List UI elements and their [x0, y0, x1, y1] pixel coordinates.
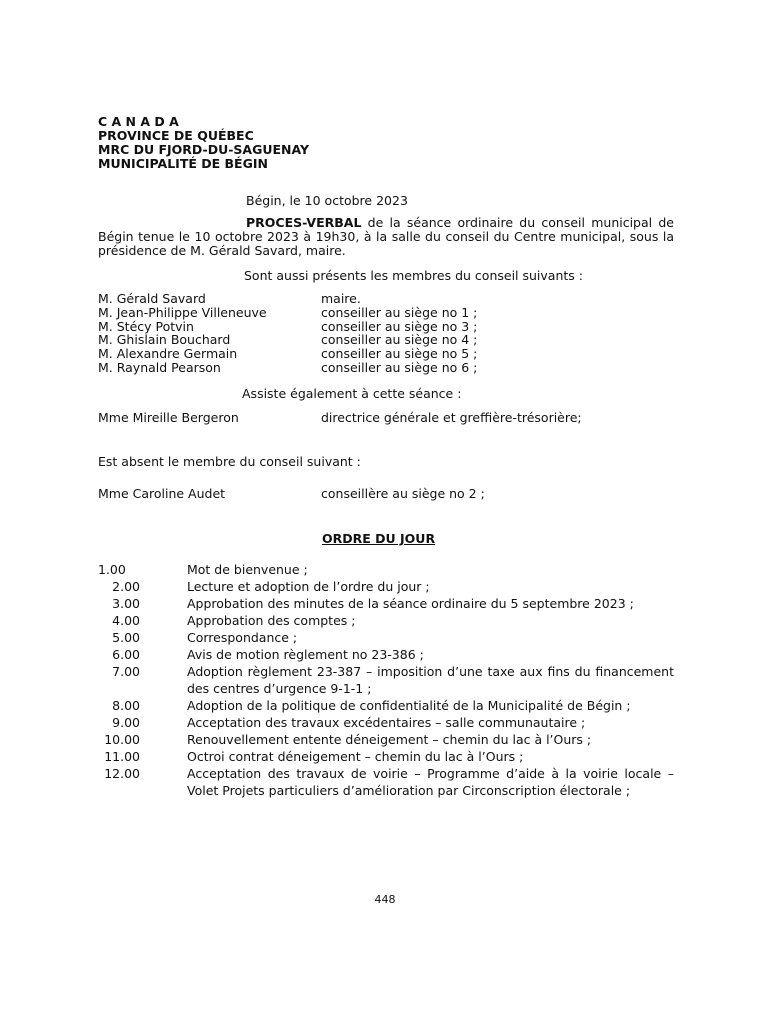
agenda-list	[98, 561, 674, 799]
agenda-item	[98, 765, 674, 799]
member-role: conseiller au siège no 6 ;	[321, 359, 478, 375]
agenda-number: 3.00	[112, 596, 140, 611]
assiste-intro: Assiste également à cette séance :	[242, 386, 462, 401]
agenda-number: 5.00	[112, 630, 140, 645]
proces-verbal-paragraph	[98, 216, 674, 258]
agenda-item	[98, 578, 674, 595]
agenda-item	[98, 646, 674, 663]
agenda-text: Acceptation des travaux de voirie – Programme d’aide à la voirie locale – Volet Projets particuliers d’amélioration par Circonscription électorale ;	[187, 766, 674, 798]
member-role: maire.	[321, 291, 361, 306]
agenda-item	[98, 612, 674, 629]
agenda-text: Mot de bienvenue ;	[187, 562, 308, 577]
header-province: PROVINCE DE QUÉBEC	[98, 128, 254, 143]
agenda-item	[98, 731, 674, 748]
agenda-text: Approbation des minutes de la séance ordinaire du 5 septembre 2023 ;	[187, 596, 634, 611]
agenda-item	[98, 629, 674, 646]
agenda-text: Lecture et adoption de l’ordre du jour ;	[187, 579, 430, 594]
member-role: conseiller au siège no 5 ;	[321, 346, 478, 362]
header-country: C A N A D A	[98, 114, 179, 129]
assiste-name: Mme Mireille Bergeron	[98, 410, 239, 425]
member-name: M. Ghislain Bouchard	[98, 332, 231, 348]
present-intro: Sont aussi présents les membres du conseil suivants :	[244, 268, 583, 283]
agenda-item	[98, 748, 674, 765]
member-name: M. Raynald Pearson	[98, 359, 221, 375]
agenda-item	[98, 697, 674, 714]
agenda-number: 6.00	[112, 647, 140, 662]
agenda-text: Adoption règlement 23-387 – imposition d’une taxe aux fins du financement des centres d’urgence 9-1-1 ;	[187, 664, 674, 696]
absent-intro: Est absent le membre du conseil suivant :	[98, 454, 361, 469]
assiste-role: directrice générale et greffière-trésorière;	[321, 410, 582, 425]
member-name: M. Gérald Savard	[98, 291, 206, 306]
agenda-text: Octroi contrat déneigement – chemin du lac à l’Ours ;	[187, 749, 524, 764]
document-header	[98, 115, 309, 171]
agenda-text: Renouvellement entente déneigement – chemin du lac à l’Ours ;	[187, 732, 592, 747]
member-role: conseiller au siège no 4 ;	[321, 332, 478, 348]
date-line: Bégin, le 10 octobre 2023	[246, 193, 408, 208]
agenda-text: Correspondance ;	[187, 630, 298, 645]
agenda-item	[98, 561, 674, 578]
ordre-du-jour-title: ORDRE DU JOUR	[322, 531, 436, 546]
absent-name: Mme Caroline Audet	[98, 486, 226, 501]
agenda-number: 4.00	[112, 613, 140, 628]
agenda-number: 11.00	[104, 749, 140, 764]
member-name: M. Alexandre Germain	[98, 346, 238, 362]
member-name: M. Jean-Philippe Villeneuve	[98, 304, 267, 320]
agenda-text: Adoption de la politique de confidentialité de la Municipalité de Bégin ;	[187, 698, 631, 713]
header-municipality: MUNICIPALITÉ DE BÉGIN	[98, 156, 268, 171]
member-name: M. Stécy Potvin	[98, 318, 194, 334]
agenda-item	[98, 714, 674, 731]
member-role: conseiller au siège no 1 ;	[321, 304, 478, 320]
agenda-item	[98, 595, 674, 612]
agenda-number: 1.00	[98, 562, 126, 577]
page-number: 448	[374, 893, 396, 906]
agenda-number: 12.00	[104, 766, 140, 781]
agenda-number: 9.00	[112, 715, 140, 730]
agenda-number: 8.00	[112, 698, 140, 713]
agenda-text: Acceptation des travaux excédentaires – salle communautaire ;	[187, 715, 586, 730]
agenda-text: Approbation des comptes ;	[187, 613, 356, 628]
agenda-text: Avis de motion règlement no 23-386 ;	[187, 647, 424, 662]
agenda-number: 2.00	[112, 579, 140, 594]
agenda-number: 10.00	[104, 732, 140, 747]
proces-verbal-text: de la séance ordinaire du conseil municipal de Bégin tenue le 10 octobre 2023 à 19h30, à la salle du conseil du Centre municipal, sous la présidence de M. Gérald Savard, maire.	[98, 215, 674, 258]
agenda-number: 7.00	[112, 664, 140, 679]
agenda-item	[98, 663, 674, 697]
proces-verbal-label: PROCES-VERBAL	[246, 215, 362, 230]
absent-role: conseillère au siège no 2 ;	[321, 486, 485, 501]
member-role: conseiller au siège no 3 ;	[321, 318, 478, 334]
header-mrc: MRC DU FJORD-DU-SAGUENAY	[98, 142, 310, 157]
